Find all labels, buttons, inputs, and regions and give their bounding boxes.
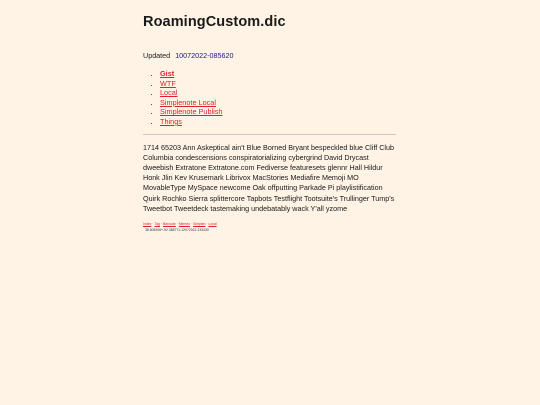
page-container (143, 12, 398, 233)
things-link[interactable]: Things (160, 116, 182, 126)
simplenote-publish-link[interactable]: Simplenote Publish (160, 107, 223, 117)
footer-link-index[interactable]: Index (143, 221, 152, 226)
separator: · (176, 221, 178, 226)
separator: · (152, 221, 154, 226)
list-item (160, 107, 398, 117)
gist-link[interactable]: Gist (160, 69, 175, 78)
footer-id: 38.604906+-92.388771-12072022-133430 (145, 227, 209, 232)
updated-label: Updated (143, 51, 171, 60)
page-title: RoamingCustom.dic (143, 14, 286, 30)
wtf-link[interactable]: WTF (160, 78, 176, 88)
separator: · (206, 221, 208, 226)
updated-line (143, 51, 398, 61)
simplenote-local-link[interactable]: Simplenote Local (160, 97, 216, 107)
list-item (160, 117, 398, 127)
footer-link-memex[interactable]: Memex (178, 221, 190, 226)
nav-link-list (143, 69, 398, 127)
divider (143, 134, 396, 135)
separator: · (190, 221, 193, 226)
list-item (160, 69, 398, 79)
local-link[interactable]: Local (160, 88, 178, 98)
footer-link-barcode[interactable]: Barcode (163, 221, 176, 226)
updated-value: 10072022-085620 (175, 51, 234, 60)
footer-link-tag[interactable]: Tag (154, 221, 160, 226)
list-item (160, 88, 398, 98)
footer-links (143, 222, 398, 227)
footer-link-simplen[interactable]: Simplen (193, 221, 206, 226)
list-item (160, 79, 398, 89)
list-item (160, 98, 398, 108)
dictionary-words: 1714 65203 Ann Askeptical ain't Blue Borned Bryant bespeckled blue Cliff Club Columbia condescensions conspiratorializing cybergrind David Drycast dweebish Extratone Extratone.com Fediverse featuresets glennr Hall Hildur Honk Jlin Kev Krusemark Librivox MacStories Mediafire Memoji MO MovableType MySpace newcome Oak offputting Parkade Pi playlistification Quirk Rochko Sierra splittercore Tapbots Testflight Tootsuite's Trullinger Tump's Tweetbot Tweetdeck tastemaking undebatably wack Y'all yzome (143, 142, 395, 213)
separator: · (160, 221, 163, 226)
footer-link-local[interactable]: Local (208, 221, 217, 226)
